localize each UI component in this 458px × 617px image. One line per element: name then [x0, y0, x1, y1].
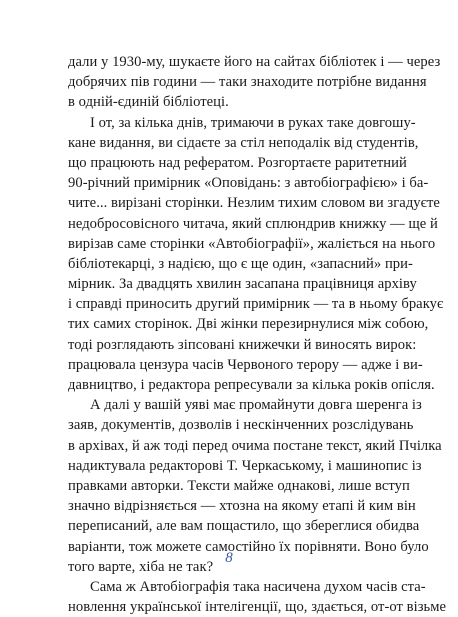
text-line: тих самих сторінок. Дві жінки перезирнулися між собою,	[68, 316, 429, 333]
text-line: тоді розглядають зіпсовані книжечки й виносять вирок:	[68, 336, 417, 353]
text-line: І от, за кілька днів, тримаючи в руках таке довгошу-	[90, 114, 416, 131]
body-text	[68, 52, 447, 617]
text-line: того варте, хіба не так?	[68, 558, 214, 575]
text-line: Сама ж Автобіографія така насичена духом часів ста-	[90, 578, 426, 595]
text-line: мірник. За двадцять хвилин засапана працівниця архіву	[68, 276, 417, 293]
text-line: варіанти, тож можете самостійно їх порівняти. Воно було	[68, 538, 429, 555]
text-line: дали у 1930-му, шукаєте його на сайтах бібліотек і — через	[68, 54, 441, 70]
text-line: давництво, і редактора репресували за кілька років опісля.	[68, 377, 435, 393]
text-line: новлення української інтелігенції, що, здається, от-от візьме	[68, 599, 447, 616]
text-line: заяв, документів, дозволів і нескінченних розслідувань	[68, 417, 414, 434]
text-line: чите... вирізані сторінки. Незлим тихим словом ви згадуєте	[68, 195, 440, 212]
text-line: і справді приносить другий примірник — та в ньому бракує	[68, 296, 444, 313]
text-line: правками авторки. Тексти майже однакові, лише вступ	[68, 477, 410, 494]
text-line: надиктувала редакторові Т. Черкаському, і машинопис із	[68, 457, 422, 474]
text-line: в одній-єдиній бібліотеці.	[68, 94, 229, 111]
text-line: що працюють над рефератом. Розгортаєте раритетний	[68, 154, 407, 171]
text-line: кане видання, ви сідаєте за стіл неподалік від студентів,	[68, 134, 419, 151]
text-line: А далі у вашій уяві має промайнути довга шеренга із	[90, 397, 422, 414]
page-number: 8	[225, 550, 233, 566]
text-line: в архівах, й аж тоді перед очима постане текст, який Пчілка	[68, 437, 442, 454]
text-line: значно відрізняється — хтозна на якому етапі й ким він	[68, 498, 416, 515]
text-line: вирізав саме сторінки «Автобіографії», жаліється на нього	[68, 235, 436, 252]
text-line: добрячих пів години — таки знаходите потрібне видання	[68, 74, 427, 91]
text-line: переписаний, але вам пощастило, що збереглися обидва	[68, 518, 420, 535]
text-line: 90-річний примірник «Оповідань: з автобіографією» і ба-	[68, 175, 429, 192]
text-line: бібліотекарці, з надією, що є ще один, «запасний» при-	[68, 255, 413, 272]
text-line: працювала цензура часів Червоного терору — адже і ви-	[68, 356, 423, 373]
text-line: недобросовісного читача, який сплюндрив книжку — ще й	[68, 215, 438, 232]
